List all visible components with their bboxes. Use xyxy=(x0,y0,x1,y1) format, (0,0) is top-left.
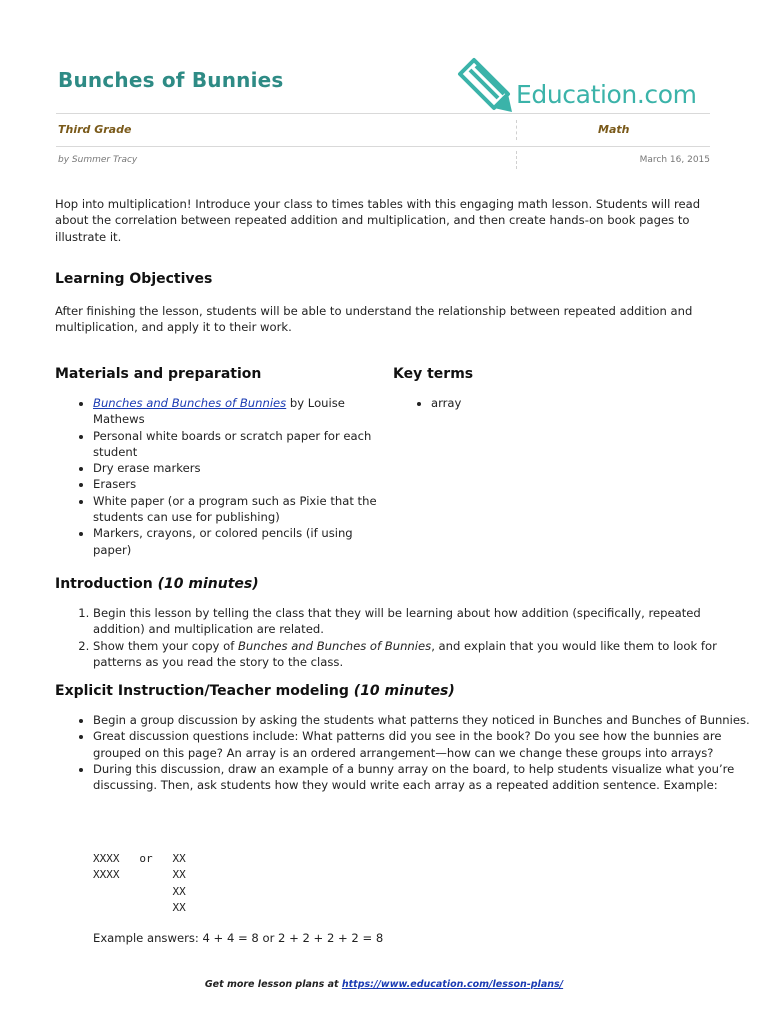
list-item: • Markers, crayons, or colored pencils (if using paper) xyxy=(93,525,393,558)
date-label: March 16, 2015 xyxy=(639,155,710,165)
page-title: Bunches of Bunnies xyxy=(58,68,284,92)
list-item: • Great discussion questions include: What patterns did you see in the book? Do you see how the bunnies are grouped on this page? An array is an ordered arrangement—how can we change these groups into arrays? xyxy=(93,728,753,761)
header-divider xyxy=(56,113,710,114)
objectives-text: After finishing the lesson, students will be able to understand the relationship between repeated addition and multiplication, and apply it to their work. xyxy=(55,304,693,335)
introduction-heading: Introduction (10 minutes) xyxy=(55,576,259,592)
meta-divider xyxy=(516,151,517,169)
lesson-plans-link[interactable]: https://www.education.com/lesson-plans/ xyxy=(341,979,564,990)
subject-label: Math xyxy=(598,123,630,136)
intro-paragraph: Hop into multiplication! Introduce your class to times tables with this engaging math lesson. Students will read about the correlation between repeated addition and multiplication, and then create hands-on book pages to illustrate it. xyxy=(55,197,701,244)
author-label: by Summer Tracy xyxy=(58,155,138,165)
materials-heading: Materials and preparation xyxy=(55,366,262,382)
explicit-instruction-heading: Explicit Instruction/Teacher modeling (10 minutes) xyxy=(55,683,455,699)
explicit-instruction-list xyxy=(55,712,753,793)
logo-text: Education.com xyxy=(516,80,697,109)
list-item: 1. Begin this lesson by telling the class that they will be learning about how addition (specifically, repeated addition) and multiplication are related. xyxy=(93,605,753,638)
list-item: • During this discussion, draw an example of a bunny array on the board, to help students visualize what you’re discussing. Then, ask students how they would write each array as a repeated addition sentence. Example: xyxy=(93,761,753,794)
list-item: • Personal white boards or scratch paper for each student xyxy=(93,428,393,461)
footer: Get more lesson plans at https://www.education.com/lesson-plans/ xyxy=(204,979,564,990)
list-item: • Bunches and Bunches of Bunnies by Louise Mathews xyxy=(93,395,393,428)
introduction-steps xyxy=(55,605,753,670)
example-answers: Example answers: 4 + 4 = 8 or 2 + 2 + 2 + 2 = 8 xyxy=(93,931,384,945)
list-item: 2. Show them your copy of Bunches and Bunches of Bunnies, and explain that you would like them to look for patterns as you read the story to the class. xyxy=(93,638,753,671)
list-item: • Begin a group discussion by asking the students what patterns they noticed in Bunches and Bunches of Bunnies. xyxy=(93,712,753,728)
pencil-logo-icon xyxy=(456,56,514,114)
list-item: • Dry erase markers xyxy=(93,460,393,476)
list-item: • array xyxy=(431,395,731,411)
list-item: • White paper (or a program such as Pixie that the students can use for publishing) xyxy=(93,493,393,526)
meta-divider-line xyxy=(56,146,710,147)
key-terms-list xyxy=(393,395,731,411)
array-example: XXXX or XX XXXX XX XX XX xyxy=(93,852,186,914)
grade-label: Third Grade xyxy=(58,123,132,136)
objectives-heading: Learning Objectives xyxy=(55,271,213,287)
education-com-logo[interactable] xyxy=(456,56,716,114)
materials-list xyxy=(55,395,393,558)
meta-divider xyxy=(516,120,517,140)
book-title-link[interactable]: Bunches and Bunches of Bunnies xyxy=(93,396,287,410)
key-terms-heading: Key terms xyxy=(393,366,474,382)
list-item: • Erasers xyxy=(93,476,393,492)
